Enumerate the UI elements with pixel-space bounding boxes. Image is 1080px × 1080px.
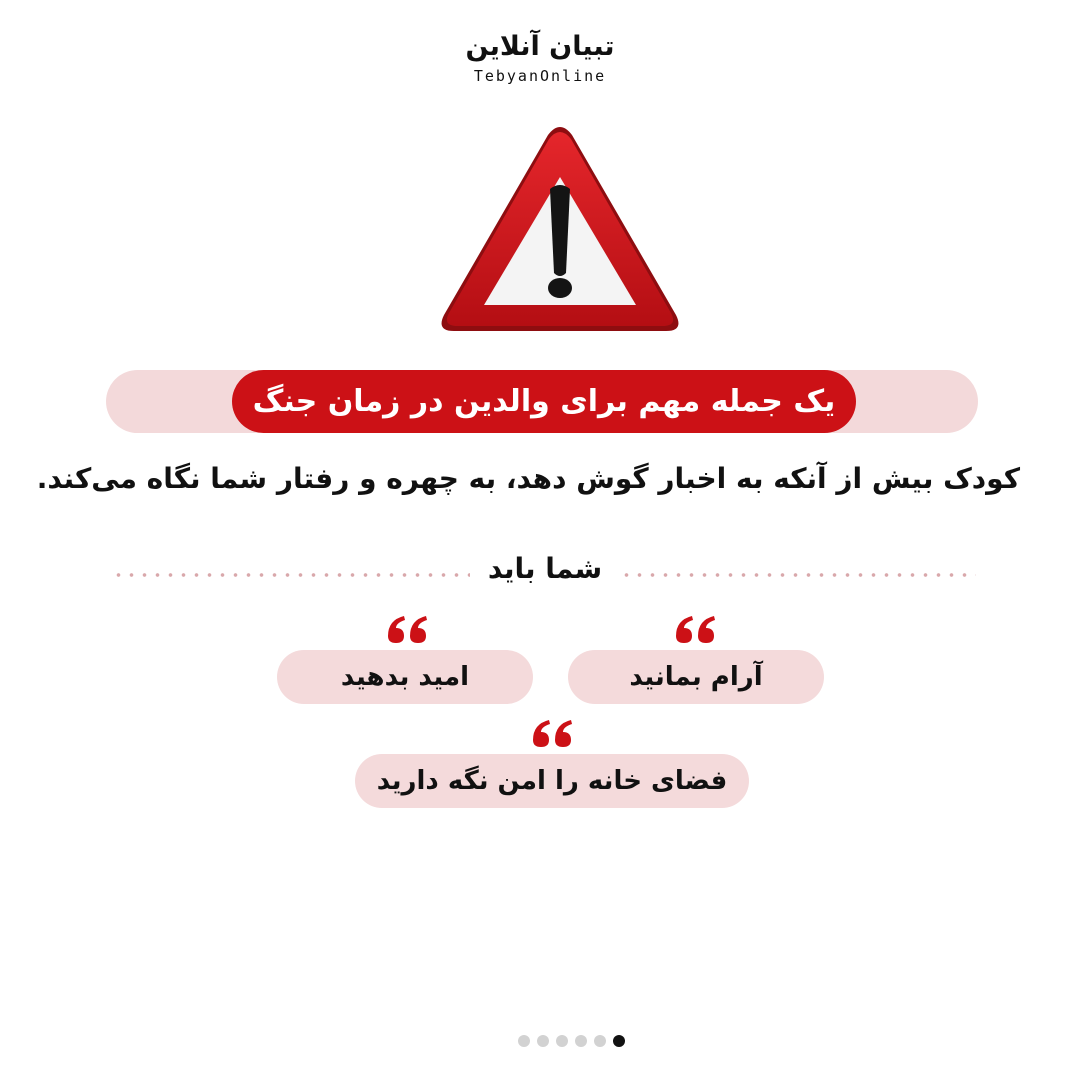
pagination-dot[interactable] <box>594 1035 606 1047</box>
list-item-text: آرام بمانید <box>629 662 763 692</box>
pagination-dot[interactable] <box>556 1035 568 1047</box>
lead-sentence: کودک بیش از آنکه به اخبار گوش دهد، به چهره و رفتار شما نگاه می‌کند. <box>36 462 1020 495</box>
list-item <box>355 754 749 808</box>
pagination-dot[interactable] <box>518 1035 530 1047</box>
list-item-text: امید بدهید <box>340 662 470 692</box>
pagination-dot-active[interactable] <box>613 1035 625 1047</box>
carousel-pagination[interactable] <box>518 1035 625 1047</box>
pagination-dot[interactable] <box>537 1035 549 1047</box>
quote-mark-icon <box>531 718 575 748</box>
warning-triangle-icon <box>440 125 680 337</box>
quote-mark-icon <box>386 614 430 644</box>
brand-logo <box>0 30 1080 86</box>
pagination-dot[interactable] <box>575 1035 587 1047</box>
list-item-text: فضای خانه را امن نگه دارید <box>376 766 728 796</box>
page-title: یک جمله مهم برای والدین در زمان جنگ <box>252 384 836 419</box>
dotted-divider-left <box>112 573 470 577</box>
title-banner <box>232 370 856 433</box>
dotted-divider-right <box>620 573 976 577</box>
list-item <box>277 650 533 704</box>
list-item <box>568 650 824 704</box>
brand-name-en: TebyanOnline <box>473 67 607 85</box>
section-heading: شما باید <box>487 552 603 585</box>
brand-name-fa: تبیان آنلاین <box>465 31 615 62</box>
quote-mark-icon <box>674 614 718 644</box>
